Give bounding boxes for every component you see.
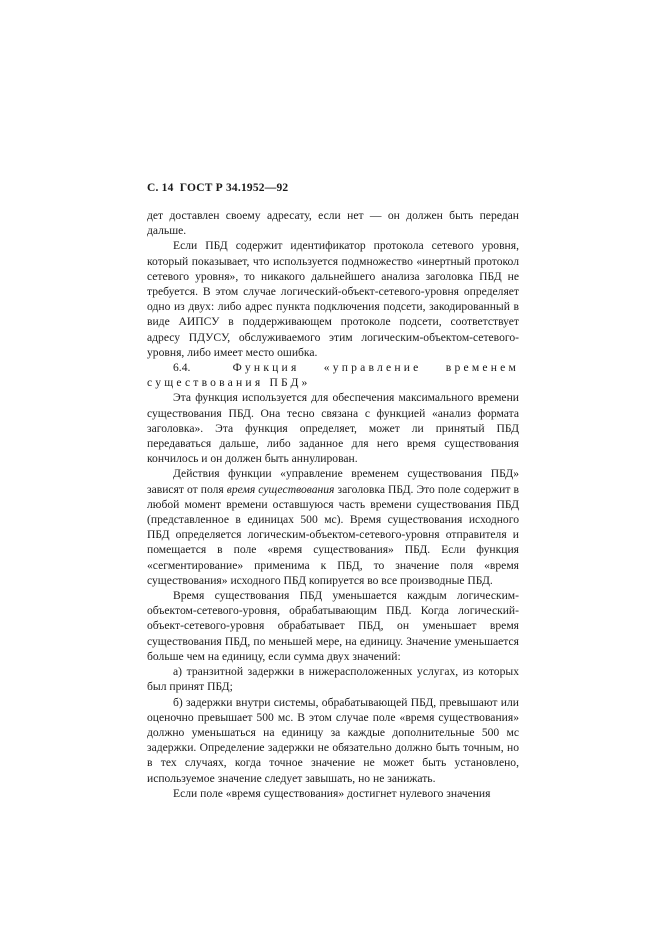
standard-code: ГОСТ Р 34.1952—92: [179, 182, 289, 194]
paragraph-zero-value: Если поле «время существования» достигнет нулевого значения: [173, 786, 491, 800]
section-number: 6.4.: [173, 361, 191, 375]
paragraph-continuation: дет доставлен своему адресату, если нет — он должен быть передан дальше.: [147, 209, 519, 238]
page-header: [147, 182, 288, 194]
paragraph-function-purpose: Эта функция используется для обеспечения максимального времени существования ПБД. Она тесно связана с функцией «анализ формата заголовка». Эта функция определяет, может ли принятый ПБД передаваться дальше, либо заданное для него время существования кончилось и он должен быть аннулирован.: [147, 391, 519, 466]
list-item-a: а) транзитной задержки в нижерасположенных услугах, из которых был принят ПБД;: [147, 665, 519, 694]
section-title: Функция «управление временем существования ПБД»: [147, 361, 519, 390]
paragraph-function-actions: [147, 466, 519, 588]
text-run: заголовка ПБД. Это поле содержит в любой момент времени оставшуюся часть времени существования ПБД (представленное в единицах 500 мс). Время существования исходного ПБД определяется логическим-объектом-сетевого-уровня отправителя и помещается в поле «время существования» ПБД. Если функция «сегментирование» применима к ПБД, то значение поля «время существования» исходного ПБД копируется во все производные ПБД.: [147, 482, 519, 587]
list-item-b: б) задержки внутри системы, обрабатывающей ПБД, превышают или оценочно превышает 500 мс. В этом случае поле «время существования» должно уменьшаться на единицу за каждые дополнительные 500 мс задержки. Определение задержки не обязательно должно быть точным, но в тех случаях, когда точное значение не может быть установлено, используемое значение следует завышать, но не занижать.: [147, 695, 519, 785]
body-text: [147, 208, 519, 801]
section-heading-6-4: [147, 360, 519, 390]
paragraph-inert-protocol: Если ПБД содержит идентификатор протокола сетевого уровня, который показывает, что используется подмножество «инертный протокол сетевого уровня», то никакого дальнейшего анализа заголовка ПБД не требуется. В этом случае логический-объект-сетевого-уровня определяет одно из двух: либо адрес пункта подключения подсети, закодированный в виде АИПСУ в поддерживающем протоколе подсети, соответствует адресу ПДУСУ, обслуживаемого этим логическим-объектом-сетевого-уровня, либо имеет место ошибка.: [147, 239, 519, 359]
field-name-italic: время существования: [226, 482, 335, 496]
text-run: Действия функции «управление временем существования ПБД» зависят от поля: [147, 467, 519, 496]
page-number: С. 14: [147, 182, 174, 194]
paragraph-lifetime-decrement: Время существования ПБД уменьшается каждым логическим-объектом-сетевого-уровня, обрабатывающим ПБД. Когда логический-объект-сетевого-уровня обрабатывает ПБД, он уменьшает время существования ПБД, по меньшей мере, на единицу. Значение уменьшается больше чем на единицу, если сумма двух значений:: [147, 589, 519, 663]
